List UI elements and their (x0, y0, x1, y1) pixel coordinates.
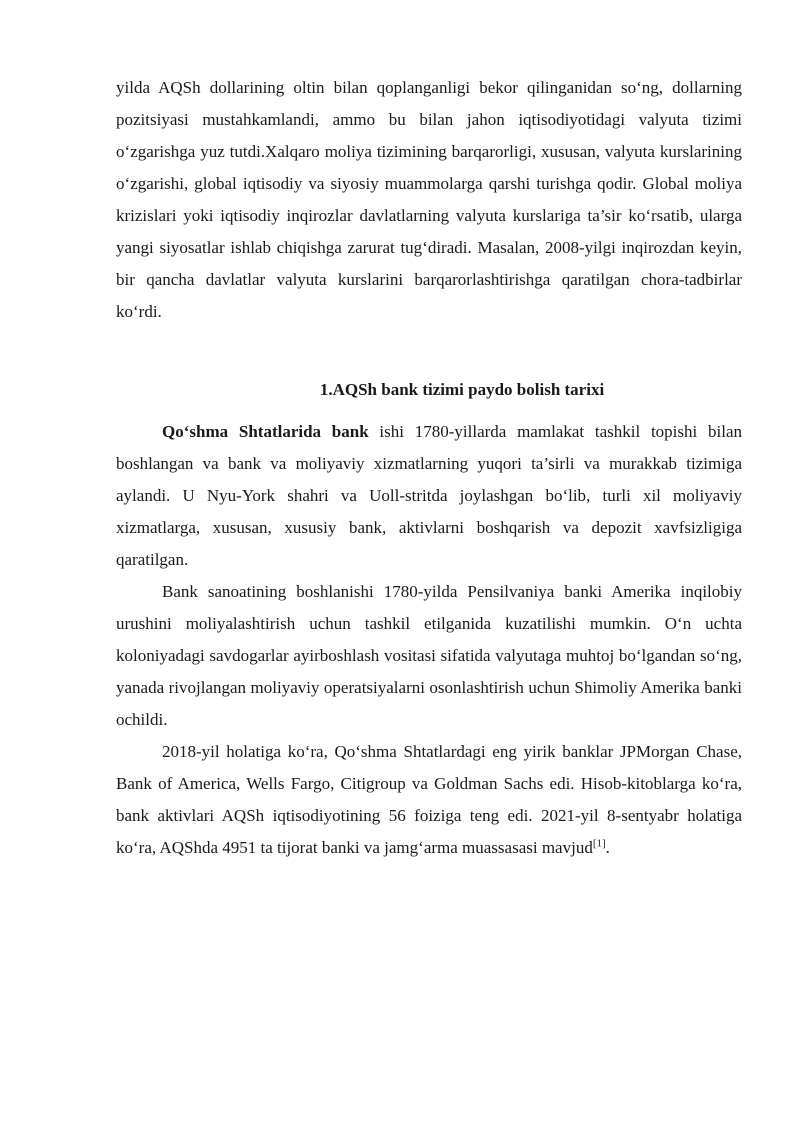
document-page (116, 72, 742, 864)
paragraph-currency-system: yilda AQSh dollarining oltin bilan qoplanganligi bekor qilinganidan so‘ng, dollarning pozitsiyasi mustahkamlandi, ammo bu bilan jahon iqtisodiyotidagi valyuta tizimi o‘zgarishga yuz tutdi.Xalqaro moliya tizimining barqarorligi, xususan, valyuta kurslarining o‘zgarishi, global iqtisodiy va siyosiy muammolarga qarshi turishga qodir. Global moliya krizislari yoki iqtisodiy inqirozlar davlatlarning valyuta kurslariga ta’sir ko‘rsatib, ularga yangi siyosatlar ishlab chiqishga zarurat tug‘diradi. Masalan, 2008-yilgi inqirozdan keyin, bir qancha davlatlar valyuta kurslarini barqarorlashtirishga qaratilgan chora-tadbirlar ko‘rdi. (116, 78, 742, 321)
paragraph-bank-industry-beginning: Bank sanoatining boshlanishi 1780-yilda Pensilvaniya banki Amerika inqilobiy urushini moliyalashtirish uchun tashkil etilganida kuzatilishi mumkin. O‘n uchta koloniyadagi savdogarlar ayirboshlash vositasi sifatida valyutaga muhtoj bo‘lgandan so‘ng, yanada rivojlangan moliyaviy operatsiyalarni osonlashtirish uchun Shimoliy Amerika banki ochildi. (116, 582, 742, 729)
footnote-reference[interactable]: [1] (592, 837, 606, 850)
bold-lead-phrase: Qo‘shma Shtatlarida bank (162, 422, 369, 441)
paragraph-us-banking-origins (116, 416, 742, 576)
paragraph-end-punctuation: . (605, 838, 610, 857)
paragraph-text: ishi 1780-yillarda mamlakat tashkil topishi bilan boshlangan va bank va moliyaviy xizmatlarning yuqori ta’sirli va murakkab tizimiga aylandi. U Nyu-York shahri va Uoll-stritda joylashgan bo‘lib, turli xil moliyaviy xizmatlarga, xususan, xususiy bank, aktivlarni boshqarish va depozit xavfsizligiga qaratilgan. (116, 422, 742, 569)
paragraph-largest-banks (116, 736, 742, 864)
paragraph-text: 2018-yil holatiga ko‘ra, Qo‘shma Shtatlardagi eng yirik banklar JPMorgan Chase, Bank of America, Wells Fargo, Citigroup va Goldman Sachs edi. Hisob-kitoblarga ko‘ra, bank aktivlari AQSh iqtisodiyotining 56 foiziga teng edi. 2021-yil 8-sentyabr holatiga ko‘ra, AQShda 4951 ta tijorat banki va jamg‘arma muassasasi mavjud (116, 742, 742, 857)
section-heading: 1.AQSh bank tizimi paydo bolish tarixi (319, 380, 605, 399)
